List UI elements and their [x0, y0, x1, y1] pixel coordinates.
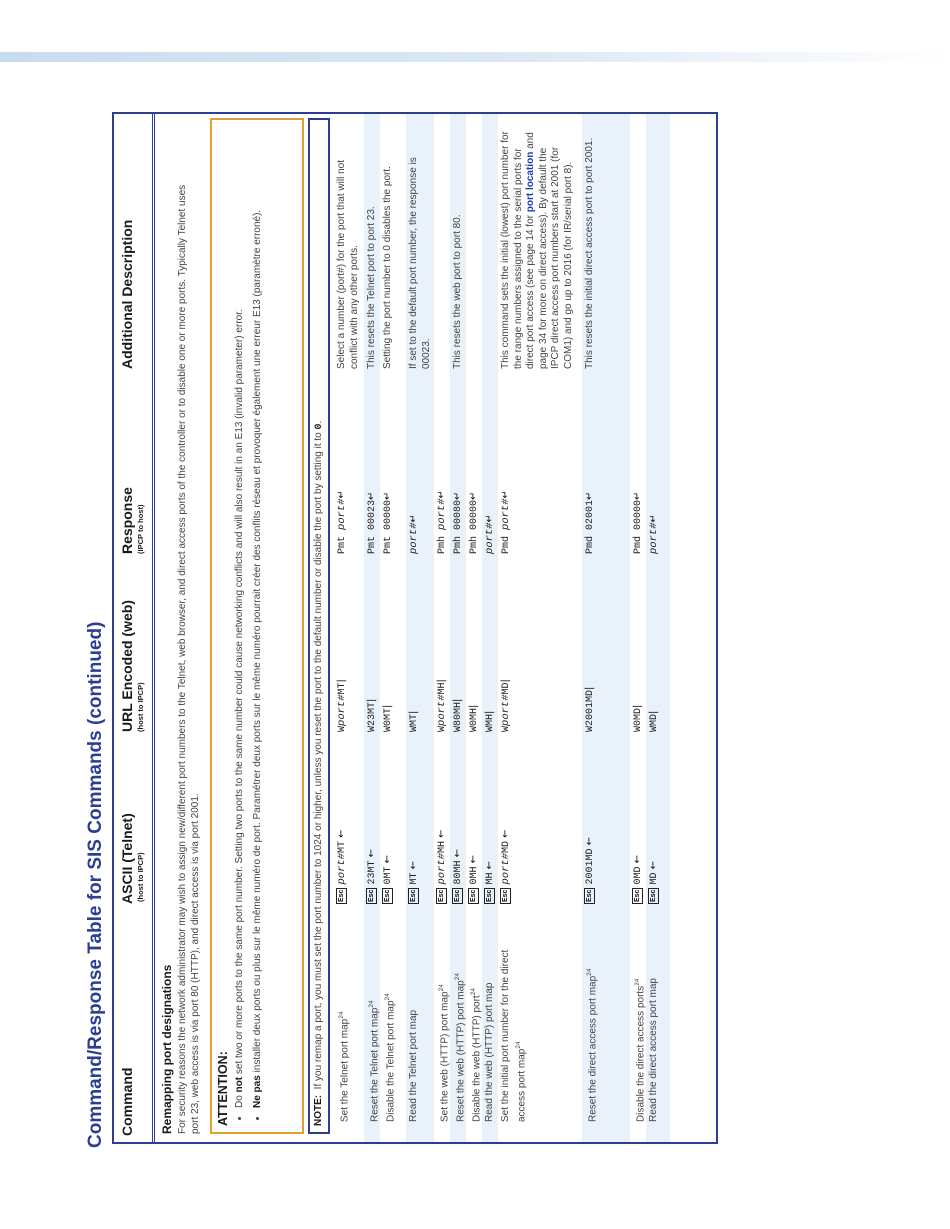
- url-command: W: [337, 725, 348, 732]
- esc-key-icon: Esc: [338, 889, 345, 902]
- command-text: Disable the web (HTTP) port: [471, 995, 483, 1122]
- response-text: Pmh: [437, 529, 448, 554]
- response-variable: port#: [648, 522, 660, 554]
- col-description: Additional Description: [119, 219, 135, 369]
- ascii-command: MH: [485, 872, 496, 885]
- description-text: This command sets the initial (lowest) port number for the range numbers assigned to the serial ports for direct port access (see page 14 for: [500, 131, 536, 369]
- url-command: W: [437, 725, 448, 732]
- response-cell: [632, 404, 646, 554]
- col-url: URL Encoded (web) (host to IPCP): [119, 600, 145, 732]
- footnote-ref: 24: [384, 993, 391, 1001]
- url-command: W23MT: [367, 701, 378, 732]
- enter-icon: ←: [584, 836, 595, 849]
- pipe-icon: |: [648, 710, 659, 714]
- table-row: [498, 114, 582, 1142]
- description-text: This resets the initial direct access port to port 2001.: [584, 137, 595, 369]
- esc-key-icon: Esc: [634, 889, 641, 902]
- ascii-variable: port#: [336, 853, 348, 885]
- enter-icon: ←: [452, 848, 463, 861]
- return-icon: ↵: [382, 491, 393, 500]
- url-command: WMH: [485, 713, 496, 732]
- response-cell: [382, 404, 396, 554]
- command-text: Reset the Telnet port map: [369, 1007, 381, 1122]
- url-variable: port#: [336, 694, 348, 726]
- ascii-cell: [584, 724, 598, 904]
- description-cell: [382, 129, 395, 369]
- ascii-cell: [408, 724, 422, 904]
- command-text: Read the web (HTTP) port map: [484, 982, 495, 1122]
- pipe-icon: |: [336, 679, 347, 683]
- response-cell: [436, 404, 450, 554]
- esc-key-icon: Esc: [384, 889, 391, 902]
- attention-box: [210, 118, 304, 1134]
- footnote-ref: 24: [470, 988, 477, 996]
- pipe-icon: |: [382, 704, 393, 708]
- response-cell: [648, 404, 661, 554]
- footnote-ref: 24: [338, 1011, 345, 1019]
- description-cell: [408, 129, 433, 369]
- ascii-cell: [648, 724, 662, 904]
- enter-icon: ←: [648, 860, 659, 873]
- url-cell: [632, 602, 646, 732]
- return-icon: ↵: [500, 490, 511, 499]
- table-row: [482, 114, 498, 1142]
- response-cell: [408, 404, 421, 554]
- enter-icon: ←: [436, 829, 447, 841]
- return-icon: ↵: [584, 491, 595, 500]
- pipe-icon: |: [452, 698, 463, 702]
- response-text: Pmt 00023: [367, 499, 378, 554]
- response-text: Pmd 02001: [585, 499, 596, 554]
- table-row: [334, 114, 364, 1142]
- response-cell: [584, 404, 598, 554]
- response-text: Pmd: [501, 529, 512, 554]
- esc-key-icon: Esc: [410, 889, 417, 902]
- col-ascii: ASCII (Telnet) (host to IPCP): [119, 813, 145, 904]
- url-cell: [436, 602, 450, 732]
- col-command: Command: [119, 1067, 135, 1136]
- command-text: Set the initial port number for the direct access port map: [500, 949, 527, 1122]
- table-row: [582, 114, 630, 1142]
- description-text: This resets the web port to port 80.: [452, 214, 463, 369]
- response-text: Pmd 00000: [633, 499, 644, 554]
- ascii-command: 80MH: [453, 860, 464, 885]
- remapping-section: [160, 134, 202, 1134]
- esc-key-icon: Esc: [454, 889, 461, 902]
- pipe-icon: |: [632, 704, 643, 708]
- enter-icon: ←: [468, 854, 479, 867]
- ascii-command: 0MD: [633, 866, 644, 885]
- url-variable: port#: [500, 694, 512, 726]
- ascii-command: MD: [649, 872, 660, 885]
- description-cell: [584, 129, 597, 369]
- return-icon: ↵: [632, 491, 643, 500]
- enter-icon: ←: [484, 860, 495, 873]
- description-text: Select a number (port#) for the port that will not conflict with any other ports.: [336, 160, 360, 369]
- command-text: Reset the direct access port map: [587, 975, 599, 1122]
- url-cell: [500, 602, 514, 732]
- ascii-cell: [436, 724, 450, 904]
- esc-key-icon: Esc: [486, 889, 493, 902]
- ascii-cell: [484, 724, 498, 904]
- table-row: [406, 114, 434, 1142]
- attention-title: ATTENTION:: [216, 1051, 230, 1126]
- url-cell: [408, 602, 422, 732]
- pipe-icon: |: [500, 679, 511, 683]
- ascii-cell: [632, 724, 646, 904]
- url-command: W0MH: [469, 707, 480, 732]
- note-box: NOTE: If you remap a port, you must set the port number to 1024 or higher, unless you reset the port to the default number or disable the port by setting it to 0.: [308, 118, 330, 1134]
- response-cell: [468, 404, 482, 554]
- command-text: Read the Telnet port map: [408, 1009, 419, 1122]
- table-row: [466, 114, 482, 1142]
- return-icon: ↵: [436, 490, 447, 499]
- ascii-variable: port#: [500, 853, 512, 885]
- url-cell: [336, 602, 350, 732]
- response-variable: port#: [484, 522, 496, 554]
- section-heading: Remapping port designations: [160, 964, 174, 1134]
- command-cell: [648, 917, 661, 1122]
- ascii-command: 0MT: [383, 866, 394, 885]
- ascii-cell: [382, 724, 396, 904]
- page-title: Command/Response Table for SIS Commands (continued): [85, 621, 106, 1148]
- ascii-command: MT: [337, 841, 348, 854]
- response-cell: [500, 404, 514, 554]
- enter-icon: ←: [500, 829, 511, 841]
- footnote-ref: 24: [586, 968, 593, 976]
- description-text: This resets the Telnet port to port 23.: [366, 206, 377, 369]
- ascii-command: MT: [409, 872, 420, 885]
- table-row: [630, 114, 646, 1142]
- command-cell: [584, 917, 600, 1122]
- command-cell: [484, 917, 497, 1122]
- response-text: Pmt: [337, 529, 348, 554]
- enter-icon: ←: [632, 854, 643, 867]
- header-band: [0, 52, 950, 62]
- ascii-cell: [468, 724, 482, 904]
- description-text: If set to the default port number, the response is 00023.: [408, 157, 432, 369]
- enter-icon: ←: [336, 829, 347, 841]
- table-row: [380, 114, 406, 1142]
- port-location-link[interactable]: port location: [525, 151, 536, 213]
- sis-command-table: [112, 112, 718, 1144]
- url-variable: port#: [436, 694, 448, 726]
- return-icon: ↵: [452, 491, 463, 500]
- esc-key-icon: Esc: [438, 889, 445, 902]
- url-command: W: [501, 725, 512, 732]
- ascii-cell: [452, 724, 466, 904]
- response-text: Pmt 00000: [383, 499, 394, 554]
- url-cell: [452, 602, 466, 732]
- command-cell: [336, 917, 352, 1122]
- enter-icon: ←: [408, 860, 419, 873]
- pipe-icon: |: [468, 704, 479, 708]
- ascii-command: 0MH: [469, 866, 480, 885]
- url-command: MT: [337, 682, 348, 695]
- url-command: W80MH: [453, 701, 464, 732]
- ascii-command: 2001MD: [585, 848, 596, 885]
- command-cell: [500, 917, 528, 1122]
- description-cell: [452, 129, 465, 369]
- footnote-ref: 24: [368, 1000, 375, 1008]
- table-row: [450, 114, 466, 1142]
- enter-icon: ←: [366, 848, 377, 861]
- url-cell: [468, 602, 482, 732]
- command-text: Disable the direct access ports: [635, 985, 647, 1122]
- url-cell: [484, 602, 498, 732]
- description-cell: [500, 129, 575, 369]
- pipe-icon: |: [408, 710, 419, 714]
- section-text: For security reasons the network administrator may wish to assign new/different port numbers to the Telnet, web browser, and direct access ports of the controller or to disable one or more ports. Typically Telnet uses port 23, web access is via port 80 (HTTP), and direct access is via port 2001.: [177, 184, 201, 1134]
- esc-key-icon: Esc: [650, 889, 657, 902]
- url-command: W0MD: [633, 707, 644, 732]
- command-text: Reset the web (HTTP) port map: [455, 980, 467, 1122]
- command-cell: [408, 917, 421, 1122]
- attention-item-fr: • Ne pas installer deux ports ou plus sur le même numéro de port. Paramétrer deux ports sur le même numéro pourrait créer des conflits réseau et provoquer également une erreur E13 (paramètre erroné).: [251, 126, 264, 1108]
- url-cell: [366, 602, 380, 732]
- esc-key-icon: Esc: [368, 889, 375, 902]
- rotated-page: [80, 98, 730, 1148]
- esc-key-icon: Esc: [470, 889, 477, 902]
- return-icon: ↵: [366, 491, 377, 500]
- url-cell: [382, 602, 396, 732]
- ascii-command: MH: [437, 841, 448, 854]
- return-icon: ↵: [408, 514, 419, 523]
- pipe-icon: |: [436, 679, 447, 683]
- command-text: Set the Telnet port map: [339, 1018, 351, 1122]
- ascii-command: 23MT: [367, 860, 378, 885]
- response-cell: [452, 404, 466, 554]
- ascii-variable: port#: [436, 853, 448, 885]
- url-command: MH: [437, 682, 448, 695]
- footnote-ref: 24: [454, 973, 461, 981]
- command-text: Read the direct access port map: [648, 978, 659, 1122]
- footnote-ref: 24: [514, 1041, 522, 1049]
- url-cell: [648, 602, 662, 732]
- ascii-cell: [500, 724, 514, 904]
- pipe-icon: |: [366, 698, 377, 702]
- ascii-cell: [366, 724, 380, 904]
- url-command: W2001MD: [585, 689, 596, 732]
- ascii-command: MD: [501, 841, 512, 854]
- url-command: WMD: [649, 713, 660, 732]
- table-row: [434, 114, 450, 1142]
- col-response: Response (IPCP to host): [119, 487, 145, 554]
- pipe-icon: |: [584, 686, 595, 690]
- esc-key-icon: Esc: [502, 889, 509, 902]
- table-row: [646, 114, 670, 1142]
- url-command: MD: [501, 682, 512, 695]
- table-row: [364, 114, 380, 1142]
- table-header: [114, 114, 155, 1142]
- command-cell: [382, 917, 398, 1122]
- description-text: Setting the port number to 0 disables the port.: [382, 166, 393, 369]
- url-command: W0MT: [383, 707, 394, 732]
- description-text: and page 34 for more on direct access). By default the IPCP direct access port numbers start at 2001 (for COM1) and go up to 2016 (for IR/serial port 8).: [525, 132, 574, 369]
- return-icon: ↵: [484, 514, 495, 523]
- return-icon: ↵: [648, 514, 659, 523]
- attention-item-en: • Do not set two or more ports to the same port number. Setting two ports to the same number could cause networking conflicts and will also result in an E13 (invalid parameter) error.: [233, 126, 246, 1108]
- response-text: Pmh 00000: [469, 499, 480, 554]
- pipe-icon: |: [484, 710, 495, 714]
- response-text: Pmh 00080: [453, 499, 464, 554]
- response-variable: port#: [500, 498, 512, 530]
- footnote-ref: 24: [438, 984, 445, 992]
- response-cell: [484, 404, 497, 554]
- return-icon: ↵: [468, 491, 479, 500]
- url-cell: [584, 602, 598, 732]
- description-cell: [336, 129, 361, 369]
- ascii-cell: [336, 724, 350, 904]
- response-variable: port#: [336, 498, 348, 530]
- footnote-ref: 24: [634, 978, 641, 986]
- enter-icon: ←: [382, 854, 393, 867]
- response-variable: port#: [408, 522, 420, 554]
- response-cell: [336, 404, 350, 554]
- response-cell: [366, 404, 380, 554]
- return-icon: ↵: [336, 490, 347, 499]
- response-variable: port#: [436, 498, 448, 530]
- url-command: WMT: [409, 713, 420, 732]
- esc-key-icon: Esc: [586, 889, 593, 902]
- command-text: Set the web (HTTP) port map: [439, 991, 451, 1122]
- description-cell: [366, 129, 379, 369]
- command-text: Disable the Telnet port map: [385, 1000, 397, 1122]
